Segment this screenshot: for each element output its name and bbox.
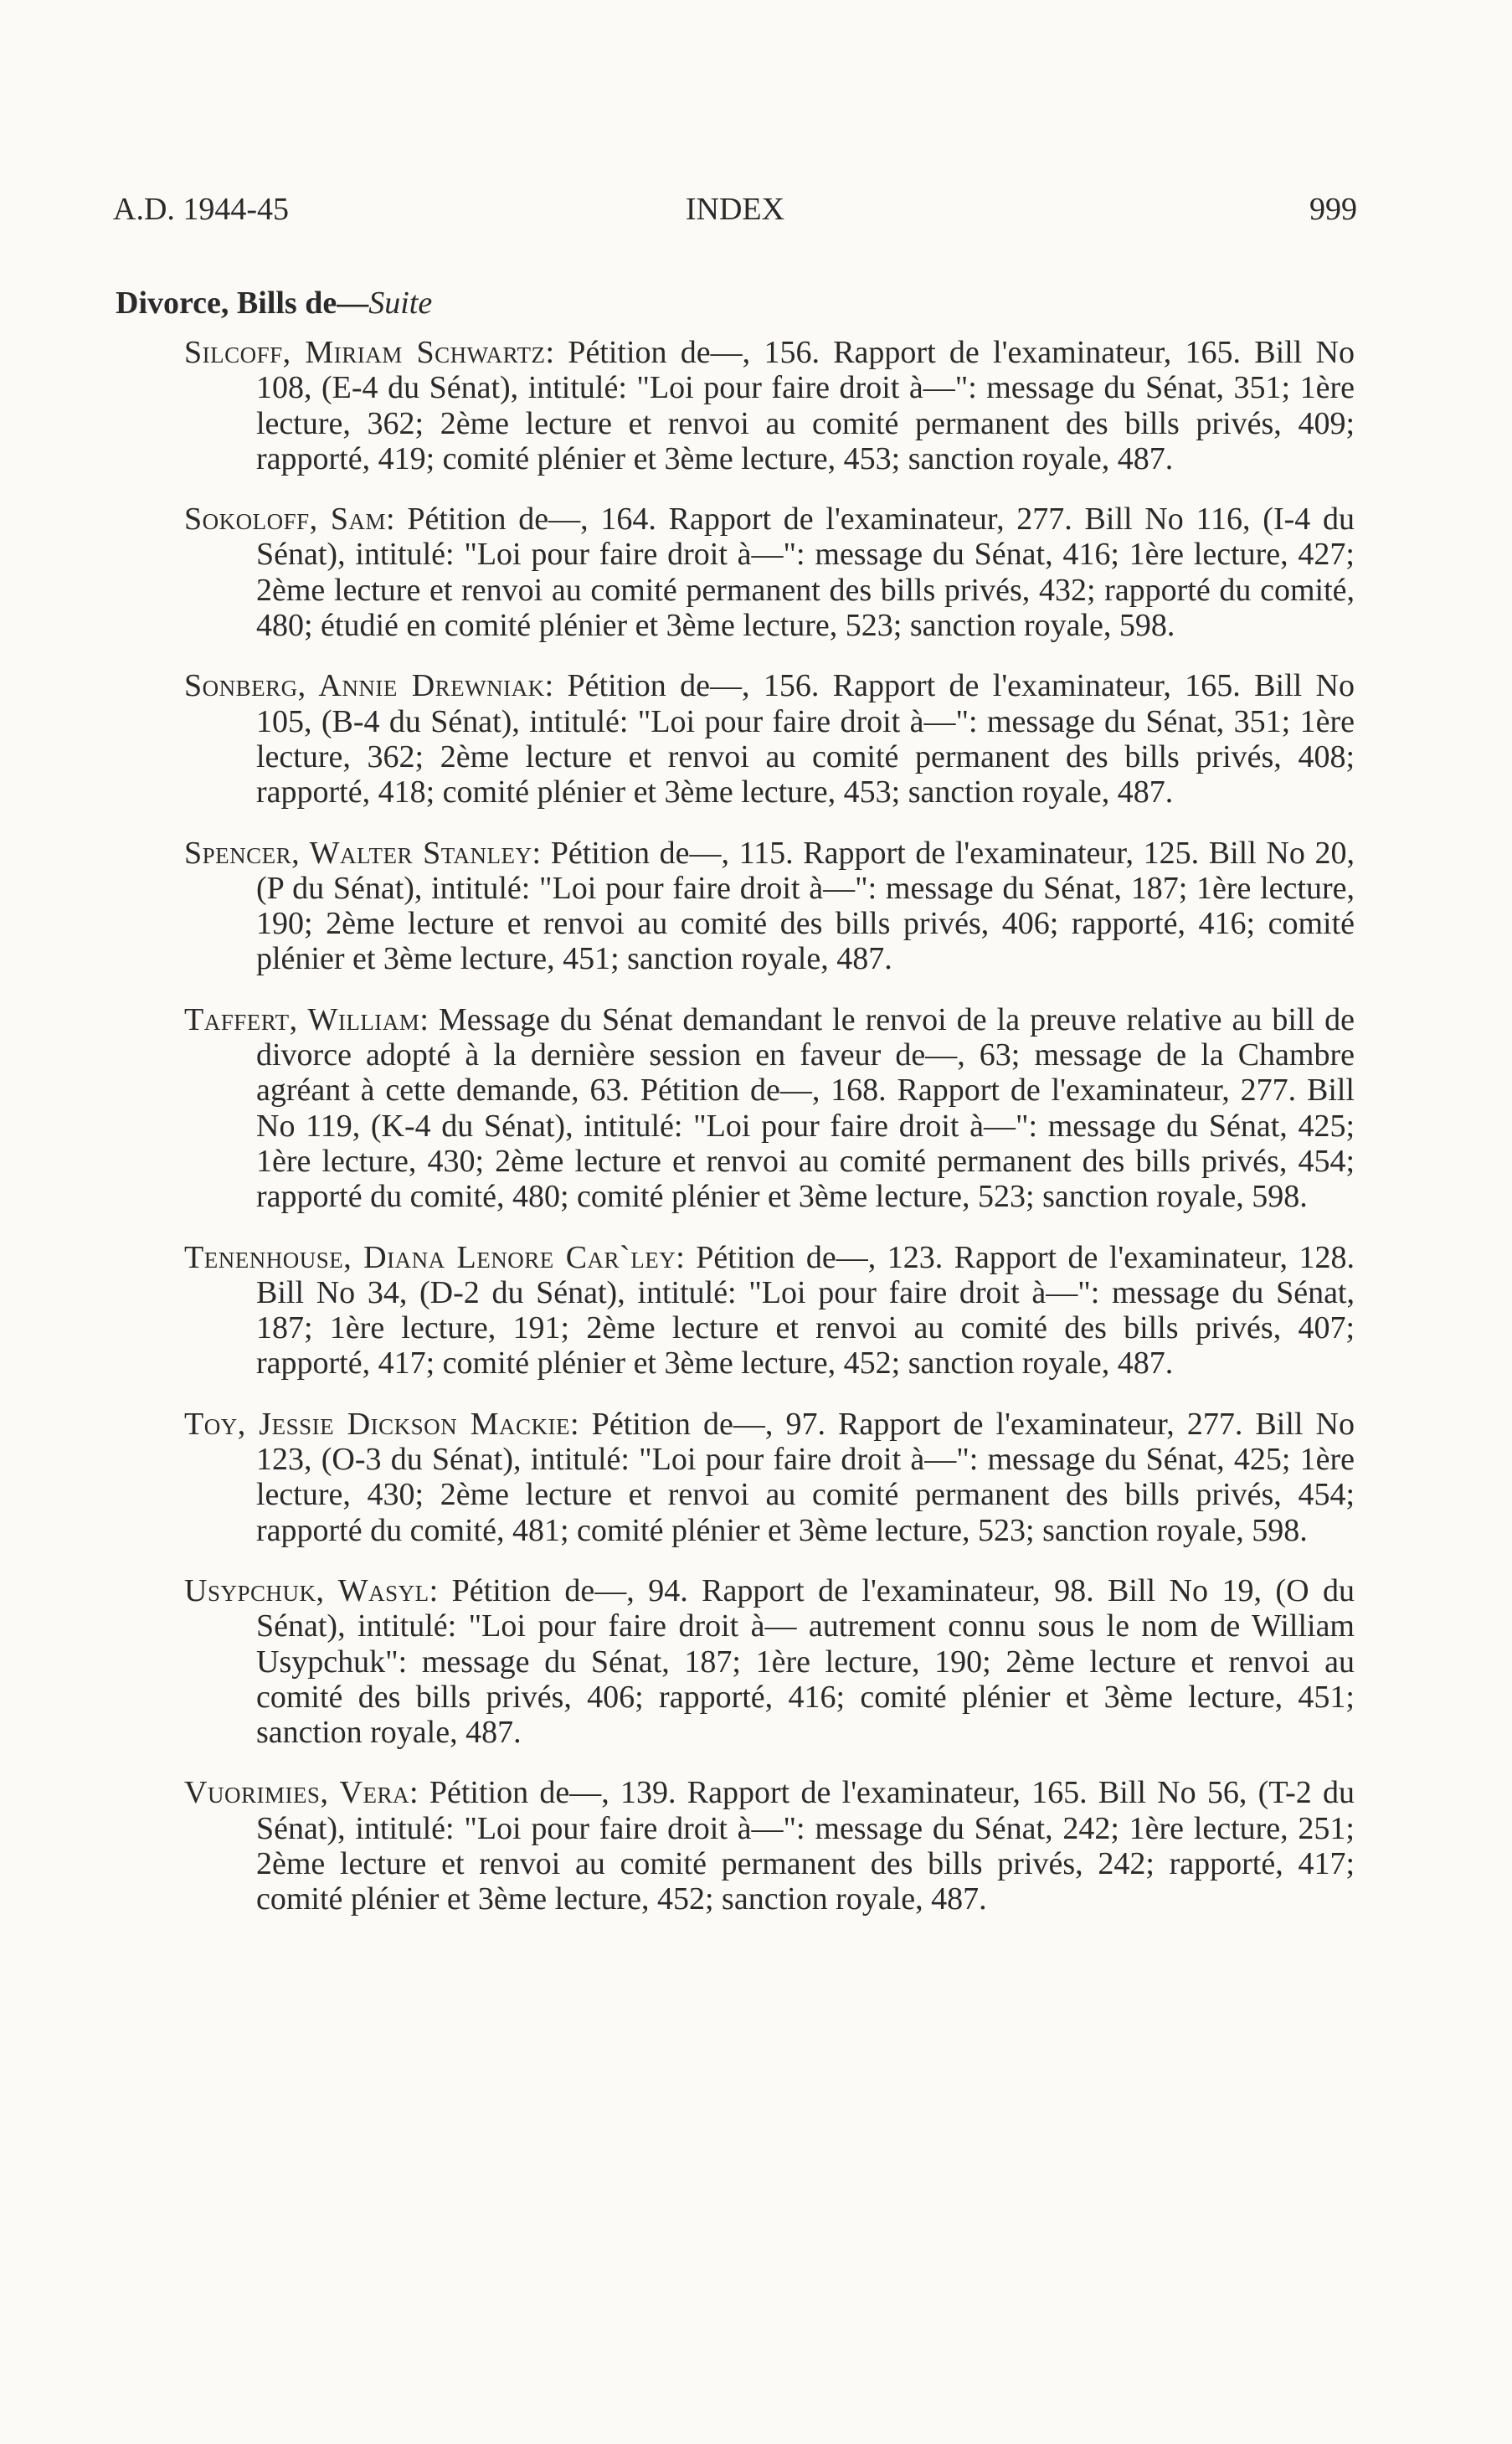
entry-name: Silcoff, Miriam Schwartz [184,335,546,370]
index-entry [184,1573,1355,1750]
section-suite: Suite [368,286,433,321]
entry-text: : Pétition de—, 115. Rapport de l'examinateur, 125. Bill No 20, (P du Sénat), intitulé: "Loi pour faire droit à—": message du Sénat, 187; 1ère lecture, 190; 2ème lecture et renvoi au comité des bills privés, 406; rapporté, 416; comité plénier et 3ème lecture, 451; sanction royale, 487. [256,835,1355,977]
entry-name: Sonberg, Annie Drewniak [184,668,545,704]
index-entry [184,1240,1355,1382]
section-heading [116,281,432,325]
index-entry [184,836,1355,977]
page-title: INDEX [685,192,785,227]
index-entry [184,502,1355,643]
entry-name: Vuorimies, Vera [184,1775,409,1811]
entry-text: : Pétition de—, 156. Rapport de l'examinateur, 165. Bill No 105, (B-4 du Sénat), intitulé: "Loi pour faire droit à—": message du Sénat, 351; 1ère lecture, 362; 2ème lecture et renvoi au comité permanent des bills privés, 408; rapporté, 418; comité plénier et 3ème lecture, 453; sanction royale, 487. [256,668,1355,810]
index-entry [184,1407,1355,1548]
running-head [113,186,1357,233]
index-entry [184,335,1355,476]
index-entry [184,1775,1355,1917]
entry-name: Toy, Jessie Dickson Mackie [184,1406,571,1442]
index-entry [184,668,1355,810]
entry-text: : Pétition de—, 123. Rapport de l'examinateur, 128. Bill No 34, (D-2 du Sénat), intitulé: "Loi pour faire droit à—": message du Sénat, 187; 1ère lecture, 191; 2ème lecture et renvoi au comité des bills privés, 407; rapporté, 417; comité plénier et 3ème lecture, 452; sanction royale, 487. [256,1239,1355,1382]
entry-text: : Pétition de—, 139. Rapport de l'examinateur, 165. Bill No 56, (T-2 du Sénat), intitulé: "Loi pour faire droit à—": message du Sénat, 242; 1ère lecture, 251; 2ème lecture et renvoi au comité permanent des bills privés, 242; rapporté, 417; comité plénier et 3ème lecture, 452; sanction royale, 487. [256,1775,1355,1917]
entry-text: : Pétition de—, 97. Rapport de l'examinateur, 277. Bill No 123, (O-3 du Sénat), intitulé: "Loi pour faire droit à—": message du Sénat, 425; 1ère lecture, 430; 2ème lecture et renvoi au comité permanent des bills privés, 454; rapporté du comité, 481; comité plénier et 3ème lecture, 523; sanction royale, 598. [256,1406,1355,1548]
page-number: 999 [1309,192,1357,227]
index-entry [184,1002,1355,1215]
entry-text: : Pétition de—, 164. Rapport de l'examinateur, 277. Bill No 116, (I-4 du Sénat), intitulé: "Loi pour faire droit à—": message du Sénat, 416; 1ère lecture, 427; 2ème lecture et renvoi au comité permanent des bills privés, 432; rapporté du comité, 480; étudié en comité plénier et 3ème lecture, 523; sanction royale, 598. [256,502,1355,644]
entry-text: : Pétition de—, 156. Rapport de l'examinateur, 165. Bill No 108, (E-4 du Sénat), intitulé: "Loi pour faire droit à—": message du Sénat, 351; 1ère lecture, 362; 2ème lecture et renvoi au comité permanent des bills privés, 409; rapporté, 419; comité plénier et 3ème lecture, 453; sanction royale, 487. [256,335,1355,476]
entry-text: : Message du Sénat demandant le renvoi de la preuve relative au bill de divorce adopté à la dernière session en faveur de—, 63; message de la Chambre agréant à cette demande, 63. Pétition de—, 168. Rapport de l'examinateur, 277. Bill No 119, (K-4 du Sénat), intitulé: "Loi pour faire droit à—": message du Sénat, 425; 1ère lecture, 430; 2ème lecture et renvoi au comité permanent des bills privés, 454; rapporté du comité, 480; comité plénier et 3ème lecture, 523; sanction royale, 598. [256,1001,1355,1215]
entry-name: Sokoloff, Sam [184,502,387,538]
year-range: A.D. 1944-45 [113,192,290,227]
entry-text: : Pétition de—, 94. Rapport de l'examinateur, 98. Bill No 19, (O du Sénat), intitulé: "Loi pour faire droit à— autrement connu sous le nom de William Usypchuk": message du Sénat, 187; 1ère lecture, 190; 2ème lecture et renvoi au comité des bills privés, 406; rapporté, 416; comité plénier et 3ème lecture, 451; sanction royale, 487. [256,1572,1355,1751]
entry-name: Spencer, Walter Stanley [184,835,532,871]
entry-name: Usypchuk, Wasyl [184,1572,429,1608]
entry-name: Tenenhouse, Diana Lenore Car`ley [184,1239,676,1275]
index-entries [184,335,1355,1942]
entry-name: Taffert, William [184,1001,420,1037]
section-title: Divorce, Bills de— [116,286,369,321]
